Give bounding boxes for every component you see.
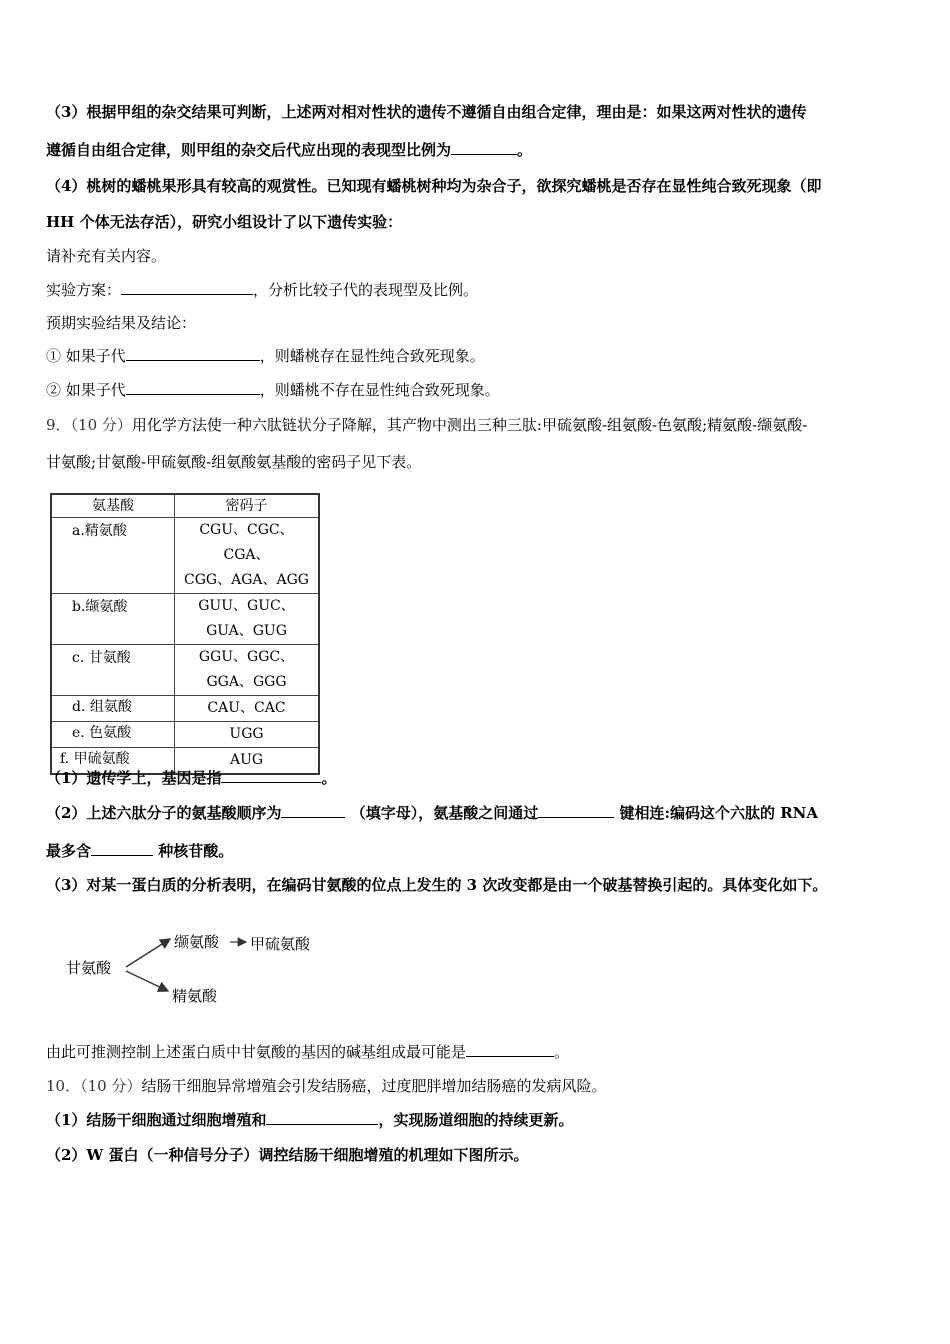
amino-acid-cell: c. 甘氨酸	[51, 645, 175, 696]
header-codon: 密码子	[175, 494, 320, 518]
codon-table	[50, 493, 320, 775]
q10-p2: （2）W 蛋白（一种信号分子）调控结肠干细胞增殖的机理如下图所示。	[46, 1146, 529, 1164]
arrow-to-arginine	[126, 971, 168, 991]
c2-end: ，则蟠桃不存在显性纯合致死现象。	[259, 381, 500, 399]
codon-cell	[175, 518, 320, 594]
c1-label: ① 如果子代	[46, 347, 126, 365]
q8-conclusion-1	[46, 346, 485, 366]
q9-p1-text: （1）遗传学上，基因是指	[46, 769, 222, 787]
amino-acid-cell: f. 甲硫氨酸	[51, 748, 175, 775]
codon-cell: AUG	[175, 748, 320, 775]
q9-p2-b: （填字母），氨基酸之间通过	[350, 804, 539, 822]
answer-blank[interactable]	[91, 841, 153, 856]
q9-p3-conclusion-text: 由此可推测控制上述蛋白质中甘氨酸的基因的碱基组成最可能是	[46, 1043, 467, 1061]
c2-label: ② 如果子代	[46, 381, 126, 399]
q9-p1	[46, 768, 336, 788]
q10-p1	[46, 1110, 573, 1130]
answer-blank[interactable]	[121, 280, 253, 295]
q8-conclusion-2	[46, 380, 500, 400]
q8-p3-end: 。	[517, 141, 533, 159]
q9-p1-end: 。	[321, 769, 337, 787]
answer-blank[interactable]	[126, 380, 260, 395]
q9-p2-line2	[46, 841, 233, 861]
q8-expect: 预期实验结果及结论：	[46, 314, 197, 332]
answer-blank[interactable]	[466, 1042, 554, 1057]
header-amino-acid: 氨基酸	[51, 494, 175, 518]
q10-stem	[46, 1076, 606, 1096]
amino-acid-cell: a.精氨酸	[51, 518, 175, 594]
table-row	[51, 696, 319, 722]
c1-end: ，则蟠桃存在显性纯合致死现象。	[259, 347, 485, 365]
q9-p2-line2-b: 种核苷酸。	[158, 842, 234, 860]
plan-end: ，分析比较子代的表现型及比例。	[253, 281, 479, 299]
q9-p3-conclusion-end: 。	[554, 1043, 570, 1061]
answer-blank[interactable]	[538, 803, 614, 818]
q10-p1-text: （1）结肠干细胞通过细胞增殖和	[46, 1111, 267, 1129]
q10-p1-end: ，实现肠道细胞的持续更新。	[378, 1111, 574, 1129]
codon-line: GUU、GUC、	[198, 598, 295, 614]
amino-acid-cell: e. 色氨酸	[51, 722, 175, 748]
q9-p2-a: （2）上述六肽分子的氨基酸顺序为	[46, 804, 282, 822]
codon-line: GGU、GGC、	[198, 649, 295, 665]
q9-p2-c: 键相连:编码这个六肽的 RNA	[619, 804, 819, 822]
answer-blank[interactable]	[126, 346, 260, 361]
q8-p4-line1: （4）桃树的蟠桃果形具有较高的观赏性。已知现有蟠桃树种均为杂合子，欲探究蟠桃是否存在显性纯合致死现象（即	[46, 177, 822, 195]
q8-p4-line2: HH 个体无法存活），研究小组设计了以下遗传实验：	[46, 213, 403, 231]
codon-cell: UGG	[175, 722, 320, 748]
diagram-methionine: 甲硫氨酸	[250, 935, 311, 953]
table-row	[51, 518, 319, 594]
mutation-diagram	[60, 925, 340, 1015]
answer-blank[interactable]	[221, 768, 321, 783]
diagram-arginine: 精氨酸	[172, 987, 218, 1005]
table-row	[51, 645, 319, 696]
diagram-valine: 缬氨酸	[174, 933, 220, 951]
codon-line: GUA、GUG	[206, 623, 287, 639]
answer-blank[interactable]	[451, 140, 517, 155]
arrow-to-valine	[126, 939, 170, 967]
table-row	[51, 594, 319, 645]
q8-p4-line3: 请补充有关内容。	[46, 247, 167, 265]
codon-line: GGA、GGG	[206, 674, 287, 690]
codon-line: CGU、CGC、CGA、	[199, 522, 294, 563]
q8-p3-text: 遵循自由组合定律，则甲组的杂交后代应出现的表现型比例为	[46, 141, 452, 159]
q9-stem-line2: 甘氨酸;甘氨酸-甲硫氨酸-组氨酸氨基酸的密码子见下表。	[46, 453, 422, 471]
amino-acid-cell: d. 组氨酸	[51, 696, 175, 722]
amino-acid-cell: b.缬氨酸	[51, 594, 175, 645]
q8-p3-line2	[46, 140, 532, 160]
plan-label: 实验方案：	[46, 281, 122, 299]
answer-blank[interactable]	[266, 1110, 378, 1125]
codon-cell: CAU、CAC	[175, 696, 320, 722]
q8-plan	[46, 280, 478, 300]
q9-stem-text: 用化学方法使一种六肽链状分子降解，其产物中测出三种三肽:甲硫氨酸-组氨酸-色氨酸;精氨酸-缬氨酸-	[131, 416, 808, 434]
table-header-row	[51, 494, 319, 518]
q9-number: 9．（10 分）	[46, 416, 132, 434]
table-row	[51, 722, 319, 748]
q10-number: 10．（10 分）	[46, 1077, 142, 1095]
q9-p3: （3）对某一蛋白质的分析表明，在编码甘氨酸的位点上发生的 3 次改变都是由一个破基替换引起的。具体变化如下。	[46, 876, 828, 894]
q9-p2-line2-a: 最多含	[46, 842, 92, 860]
q9-p3-conclusion	[46, 1042, 569, 1062]
q8-p3-line1: （3）根据甲组的杂交结果可判断，上述两对相对性状的遗传不遵循自由组合定律，理由是：如果这两对性状的遗传	[46, 103, 807, 121]
codon-line: CGG、AGA、AGG	[184, 572, 309, 588]
codon-cell	[175, 645, 320, 696]
q9-stem-line1	[46, 415, 807, 435]
q10-stem-text: 结肠干细胞异常增殖会引发结肠癌，过度肥胖增加结肠癌的发病风险。	[141, 1077, 607, 1095]
answer-blank[interactable]	[281, 803, 345, 818]
q9-p2-line1	[46, 803, 818, 823]
diagram-glycine: 甘氨酸	[66, 959, 112, 977]
codon-cell	[175, 594, 320, 645]
